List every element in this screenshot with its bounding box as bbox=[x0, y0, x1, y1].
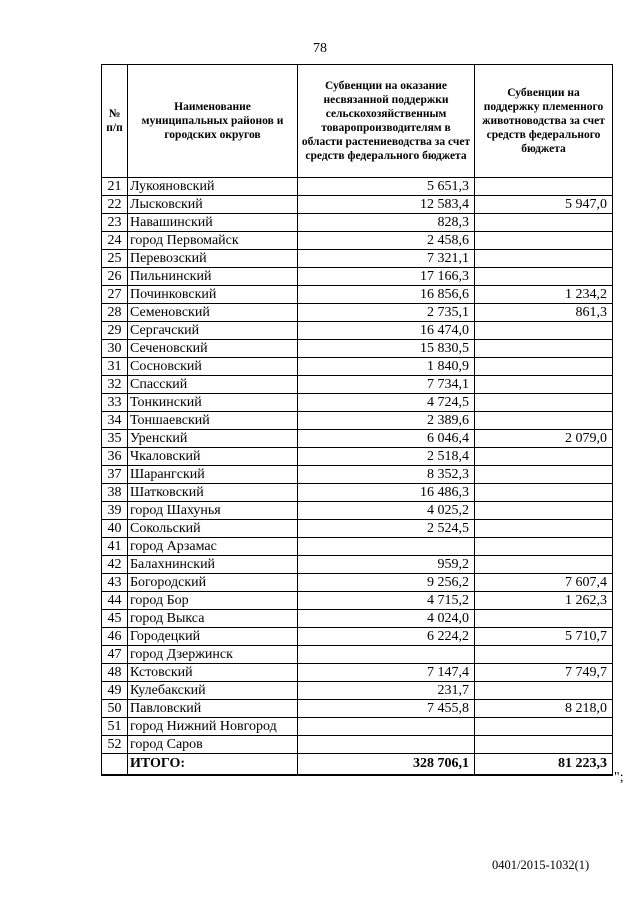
municipality-name: Уренский bbox=[128, 430, 298, 448]
header-row bbox=[102, 65, 613, 178]
livestock-subsidy-value bbox=[475, 682, 613, 700]
row-number: 39 bbox=[102, 502, 128, 520]
livestock-subsidy-value bbox=[475, 394, 613, 412]
livestock-subsidy-value: 2 079,0 bbox=[475, 430, 613, 448]
row-number: 26 bbox=[102, 268, 128, 286]
crop-subsidy-value: 15 830,5 bbox=[298, 340, 475, 358]
municipality-name: Сокольский bbox=[128, 520, 298, 538]
livestock-subsidy-value bbox=[475, 520, 613, 538]
municipality-name: город Арзамас bbox=[128, 538, 298, 556]
municipality-name: Сеченовский bbox=[128, 340, 298, 358]
closing-quote-mark: "; bbox=[614, 770, 624, 785]
municipality-name: Богородский bbox=[128, 574, 298, 592]
municipality-name: Перевозский bbox=[128, 250, 298, 268]
crop-subsidy-value: 2 524,5 bbox=[298, 520, 475, 538]
livestock-subsidy-value bbox=[475, 736, 613, 754]
row-number: 34 bbox=[102, 412, 128, 430]
livestock-subsidy-value: 1 262,3 bbox=[475, 592, 613, 610]
table-row bbox=[102, 556, 613, 574]
crop-subsidy-value: 4 025,2 bbox=[298, 502, 475, 520]
row-number: 35 bbox=[102, 430, 128, 448]
row-number: 52 bbox=[102, 736, 128, 754]
crop-subsidy-value: 7 147,4 bbox=[298, 664, 475, 682]
row-number: 40 bbox=[102, 520, 128, 538]
crop-subsidy-value: 4 724,5 bbox=[298, 394, 475, 412]
municipality-name: Сергачский bbox=[128, 322, 298, 340]
table-row bbox=[102, 574, 613, 592]
total-livestock-subsidy: 81 223,3 bbox=[475, 754, 613, 775]
municipality-name: Городецкий bbox=[128, 628, 298, 646]
row-number: 32 bbox=[102, 376, 128, 394]
livestock-subsidy-value: 7 749,7 bbox=[475, 664, 613, 682]
crop-subsidy-value: 7 734,1 bbox=[298, 376, 475, 394]
row-number: 46 bbox=[102, 628, 128, 646]
livestock-subsidy-value: 5 710,7 bbox=[475, 628, 613, 646]
subsidy-table bbox=[101, 64, 613, 776]
livestock-subsidy-value bbox=[475, 358, 613, 376]
crop-subsidy-value: 1 840,9 bbox=[298, 358, 475, 376]
table-row bbox=[102, 322, 613, 340]
livestock-subsidy-value bbox=[475, 466, 613, 484]
header-livestock-subsidy: Субвенции на поддержку племенного животноводства за счет средств федерального бюджета bbox=[475, 65, 613, 178]
municipality-name: Навашинский bbox=[128, 214, 298, 232]
table-row bbox=[102, 232, 613, 250]
crop-subsidy-value bbox=[298, 646, 475, 664]
row-number: 45 bbox=[102, 610, 128, 628]
table-row bbox=[102, 448, 613, 466]
municipality-name: Чкаловский bbox=[128, 448, 298, 466]
row-number: 41 bbox=[102, 538, 128, 556]
crop-subsidy-value: 2 518,4 bbox=[298, 448, 475, 466]
table-row bbox=[102, 736, 613, 754]
crop-subsidy-value: 17 166,3 bbox=[298, 268, 475, 286]
row-number: 49 bbox=[102, 682, 128, 700]
table-row bbox=[102, 592, 613, 610]
header-num: № п/п bbox=[102, 65, 128, 178]
row-number: 36 bbox=[102, 448, 128, 466]
row-number: 24 bbox=[102, 232, 128, 250]
municipality-name: Лукояновский bbox=[128, 178, 298, 196]
header-crop-subsidy: Субвенции на оказание несвязанной поддержки сельскохозяйственным товаропроизводителям в области растениеводства за счет средств федерального бюджета bbox=[298, 65, 475, 178]
municipality-name: Семеновский bbox=[128, 304, 298, 322]
total-label: ИТОГО: bbox=[128, 754, 298, 775]
row-number: 31 bbox=[102, 358, 128, 376]
row-number: 22 bbox=[102, 196, 128, 214]
livestock-subsidy-value bbox=[475, 502, 613, 520]
table-row bbox=[102, 358, 613, 376]
header-name: Наименование муниципальных районов и городских округов bbox=[128, 65, 298, 178]
municipality-name: Тонкинский bbox=[128, 394, 298, 412]
municipality-name: город Первомайск bbox=[128, 232, 298, 250]
table-row bbox=[102, 214, 613, 232]
total-num-cell bbox=[102, 754, 128, 775]
table-row bbox=[102, 466, 613, 484]
crop-subsidy-value bbox=[298, 538, 475, 556]
municipality-name: город Саров bbox=[128, 736, 298, 754]
crop-subsidy-value: 16 486,3 bbox=[298, 484, 475, 502]
livestock-subsidy-value bbox=[475, 718, 613, 736]
row-number: 21 bbox=[102, 178, 128, 196]
municipality-name: Сосновский bbox=[128, 358, 298, 376]
livestock-subsidy-value bbox=[475, 556, 613, 574]
livestock-subsidy-value bbox=[475, 178, 613, 196]
municipality-name: Балахнинский bbox=[128, 556, 298, 574]
row-number: 33 bbox=[102, 394, 128, 412]
municipality-name: Павловский bbox=[128, 700, 298, 718]
livestock-subsidy-value: 7 607,4 bbox=[475, 574, 613, 592]
table-row bbox=[102, 610, 613, 628]
livestock-subsidy-value bbox=[475, 484, 613, 502]
crop-subsidy-value: 2 389,6 bbox=[298, 412, 475, 430]
livestock-subsidy-value bbox=[475, 412, 613, 430]
crop-subsidy-value: 2 735,1 bbox=[298, 304, 475, 322]
table-row bbox=[102, 304, 613, 322]
footer-document-code: 0401/2015-1032(1) bbox=[492, 858, 590, 872]
livestock-subsidy-value: 5 947,0 bbox=[475, 196, 613, 214]
table-row bbox=[102, 178, 613, 196]
municipality-name: Кстовский bbox=[128, 664, 298, 682]
municipality-name: Починковский bbox=[128, 286, 298, 304]
crop-subsidy-value bbox=[298, 718, 475, 736]
table-row bbox=[102, 682, 613, 700]
row-number: 37 bbox=[102, 466, 128, 484]
crop-subsidy-value: 12 583,4 bbox=[298, 196, 475, 214]
row-number: 51 bbox=[102, 718, 128, 736]
crop-subsidy-value: 231,7 bbox=[298, 682, 475, 700]
livestock-subsidy-value: 1 234,2 bbox=[475, 286, 613, 304]
table-row bbox=[102, 430, 613, 448]
row-number: 47 bbox=[102, 646, 128, 664]
livestock-subsidy-value bbox=[475, 268, 613, 286]
table-row bbox=[102, 700, 613, 718]
livestock-subsidy-value bbox=[475, 448, 613, 466]
crop-subsidy-value: 6 224,2 bbox=[298, 628, 475, 646]
crop-subsidy-value: 4 715,2 bbox=[298, 592, 475, 610]
livestock-subsidy-value bbox=[475, 610, 613, 628]
table-row bbox=[102, 376, 613, 394]
table-row bbox=[102, 196, 613, 214]
crop-subsidy-value: 16 856,6 bbox=[298, 286, 475, 304]
table-row bbox=[102, 628, 613, 646]
table-row bbox=[102, 718, 613, 736]
row-number: 50 bbox=[102, 700, 128, 718]
municipality-name: Шатковский bbox=[128, 484, 298, 502]
row-number: 29 bbox=[102, 322, 128, 340]
table-row bbox=[102, 286, 613, 304]
crop-subsidy-value: 2 458,6 bbox=[298, 232, 475, 250]
livestock-subsidy-value bbox=[475, 340, 613, 358]
row-number: 27 bbox=[102, 286, 128, 304]
row-number: 28 bbox=[102, 304, 128, 322]
livestock-subsidy-value bbox=[475, 250, 613, 268]
crop-subsidy-value: 5 651,3 bbox=[298, 178, 475, 196]
livestock-subsidy-value: 861,3 bbox=[475, 304, 613, 322]
row-number: 44 bbox=[102, 592, 128, 610]
livestock-subsidy-value bbox=[475, 322, 613, 340]
total-crop-subsidy: 328 706,1 bbox=[298, 754, 475, 775]
crop-subsidy-value: 9 256,2 bbox=[298, 574, 475, 592]
table-row bbox=[102, 412, 613, 430]
livestock-subsidy-value bbox=[475, 538, 613, 556]
crop-subsidy-value: 7 321,1 bbox=[298, 250, 475, 268]
table-row bbox=[102, 484, 613, 502]
page-number: 78 bbox=[313, 41, 327, 56]
crop-subsidy-value: 828,3 bbox=[298, 214, 475, 232]
row-number: 43 bbox=[102, 574, 128, 592]
municipality-name: Пильнинский bbox=[128, 268, 298, 286]
table-row bbox=[102, 538, 613, 556]
row-number: 38 bbox=[102, 484, 128, 502]
livestock-subsidy-value bbox=[475, 232, 613, 250]
livestock-subsidy-value bbox=[475, 376, 613, 394]
crop-subsidy-value: 8 352,3 bbox=[298, 466, 475, 484]
table-row bbox=[102, 520, 613, 538]
livestock-subsidy-value: 8 218,0 bbox=[475, 700, 613, 718]
municipality-name: Лысковский bbox=[128, 196, 298, 214]
table-row bbox=[102, 268, 613, 286]
table-row bbox=[102, 340, 613, 358]
municipality-name: город Дзержинск bbox=[128, 646, 298, 664]
municipality-name: Спасский bbox=[128, 376, 298, 394]
table-row bbox=[102, 502, 613, 520]
table-row bbox=[102, 646, 613, 664]
row-number: 48 bbox=[102, 664, 128, 682]
table-row bbox=[102, 394, 613, 412]
municipality-name: Тоншаевский bbox=[128, 412, 298, 430]
crop-subsidy-value: 4 024,0 bbox=[298, 610, 475, 628]
table-row bbox=[102, 664, 613, 682]
municipality-name: город Бор bbox=[128, 592, 298, 610]
municipality-name: город Выкса bbox=[128, 610, 298, 628]
table-row bbox=[102, 250, 613, 268]
municipality-name: город Шахунья bbox=[128, 502, 298, 520]
row-number: 25 bbox=[102, 250, 128, 268]
livestock-subsidy-value bbox=[475, 646, 613, 664]
livestock-subsidy-value bbox=[475, 214, 613, 232]
municipality-name: Шарангский bbox=[128, 466, 298, 484]
crop-subsidy-value bbox=[298, 736, 475, 754]
crop-subsidy-value: 16 474,0 bbox=[298, 322, 475, 340]
crop-subsidy-value: 959,2 bbox=[298, 556, 475, 574]
crop-subsidy-value: 6 046,4 bbox=[298, 430, 475, 448]
crop-subsidy-value: 7 455,8 bbox=[298, 700, 475, 718]
row-number: 30 bbox=[102, 340, 128, 358]
row-number: 42 bbox=[102, 556, 128, 574]
municipality-name: Кулебакский bbox=[128, 682, 298, 700]
total-row bbox=[102, 754, 613, 775]
row-number: 23 bbox=[102, 214, 128, 232]
municipality-name: город Нижний Новгород bbox=[128, 718, 298, 736]
